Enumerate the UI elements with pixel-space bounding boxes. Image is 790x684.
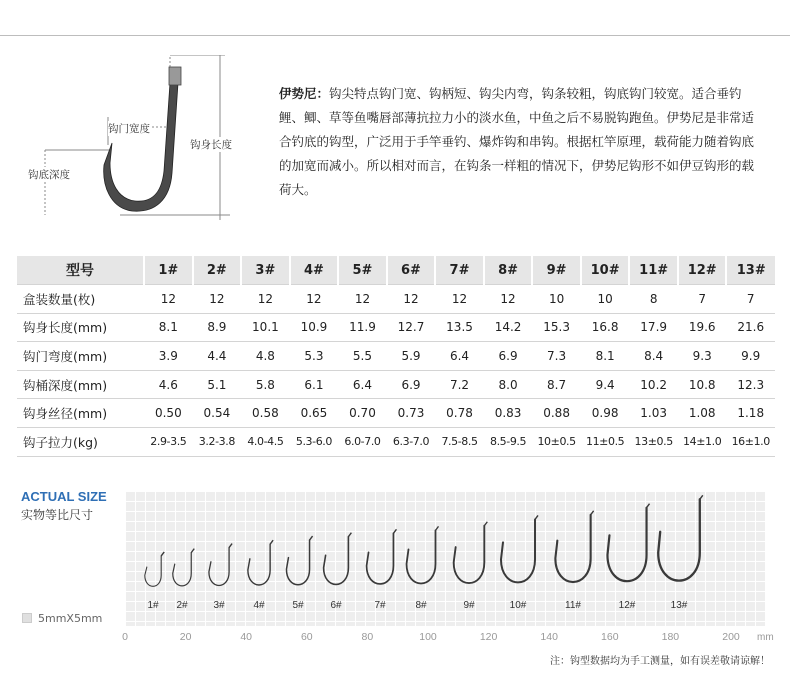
spec-cell: 4.4 [193, 342, 242, 371]
spec-cell: 14.2 [484, 313, 533, 342]
spec-cell: 12 [484, 285, 533, 314]
spec-cell: 5.5 [338, 342, 387, 371]
spec-cell: 10 [532, 285, 581, 314]
spec-cell: 4.0-4.5 [241, 428, 290, 457]
spec-cell: 4.8 [241, 342, 290, 371]
hook-size-label: 13# [670, 600, 688, 611]
spec-cell: 13.5 [435, 313, 484, 342]
spec-row-label: 钩身长度(mm) [17, 313, 144, 342]
hook-eye [270, 540, 273, 544]
axis-tick-label: 80 [361, 631, 374, 643]
actual-size-hook [145, 556, 161, 586]
spec-cell: 8.1 [581, 342, 630, 371]
spec-row-label: 钩子拉力(kg) [17, 428, 144, 457]
axis-tick-label: 60 [300, 631, 313, 643]
spec-cell: 10 [581, 285, 630, 314]
spec-cell: 5.3 [290, 342, 339, 371]
spec-header-label: 型号 [17, 256, 144, 285]
spec-cell: 21.6 [726, 313, 775, 342]
spec-cell: 3.9 [144, 342, 193, 371]
spec-cell: 6.3-7.0 [387, 428, 436, 457]
bottom-depth-label: 钩底深度 [28, 169, 70, 181]
axis-tick-label: 180 [661, 631, 680, 643]
actual-size-hook [209, 548, 229, 586]
spec-cell: 0.58 [241, 399, 290, 428]
spec-cell: 6.9 [484, 342, 533, 371]
hook-size-label: 3# [213, 600, 225, 611]
footnote: 注：钩型数据均为手工测量，如有误差敬请谅解！ [550, 656, 770, 667]
spec-cell: 11.9 [338, 313, 387, 342]
spec-cell: 12 [193, 285, 242, 314]
actual-size-hook [407, 530, 436, 583]
size-header: 9# [532, 256, 581, 285]
spec-cell: 10.9 [290, 313, 339, 342]
spec-cell: 8.0 [484, 370, 533, 399]
spec-cell: 12 [144, 285, 193, 314]
hook-eye [535, 515, 538, 519]
spec-cell: 5.1 [193, 370, 242, 399]
spec-cell: 12 [290, 285, 339, 314]
axis-tick-label: 40 [240, 631, 253, 643]
hook-type-name: 伊势尼： [279, 86, 330, 101]
spec-cell: 1.18 [726, 399, 775, 428]
spec-cell: 16.8 [581, 313, 630, 342]
axis-tick-label: 140 [540, 631, 558, 643]
hook-size-label: 7# [374, 600, 386, 611]
spec-row-label: 盒装数量(枚) [17, 285, 144, 314]
hook-eye [229, 544, 232, 548]
hook-eye [348, 533, 351, 537]
spec-row-label: 钩身丝径(mm) [17, 399, 144, 428]
spec-cell: 14±1.0 [678, 428, 727, 457]
actual-size-hook [501, 519, 535, 582]
spec-cell: 5.9 [387, 342, 436, 371]
hook-eye [700, 495, 703, 499]
spec-cell: 12 [387, 285, 436, 314]
spec-cell: 8.9 [193, 313, 242, 342]
axis-tick-label: 0 [122, 631, 128, 643]
spec-cell: 17.9 [629, 313, 678, 342]
spec-cell: 11±0.5 [581, 428, 630, 457]
spec-cell: 7.5-8.5 [435, 428, 484, 457]
hook-size-label: 2# [176, 600, 188, 611]
size-header: 5# [338, 256, 387, 285]
spec-row-label: 钩门弯度(mm) [17, 342, 144, 371]
spec-cell: 8 [629, 285, 678, 314]
hook-eye [191, 549, 194, 553]
spec-cell: 6.0-7.0 [338, 428, 387, 457]
actual-size-hook [173, 553, 191, 586]
spec-cell: 0.65 [290, 399, 339, 428]
axis-tick-label: 20 [179, 631, 192, 643]
size-header: 4# [290, 256, 339, 285]
size-header: 13# [726, 256, 775, 285]
spec-cell: 12.3 [726, 370, 775, 399]
size-header: 1# [144, 256, 193, 285]
spec-cell: 3.2-3.8 [193, 428, 242, 457]
spec-cell: 1.08 [678, 399, 727, 428]
actual-size-hook [454, 526, 485, 583]
hook-eye [647, 504, 650, 508]
size-header: 11# [629, 256, 678, 285]
spec-cell: 6.9 [387, 370, 436, 399]
hook-size-label: 5# [292, 600, 304, 611]
hook-size-label: 1# [147, 600, 159, 611]
size-header: 6# [387, 256, 436, 285]
size-header: 10# [581, 256, 630, 285]
spec-cell: 9.4 [581, 370, 630, 399]
actual-size-hook [248, 544, 270, 585]
hook-size-label: 12# [618, 600, 636, 611]
gap-width-label: 钩门宽度 [108, 123, 150, 135]
hook-size-label: 4# [253, 600, 265, 611]
spec-cell: 6.4 [435, 342, 484, 371]
actual-size-hook [367, 533, 394, 584]
spec-cell: 10±0.5 [532, 428, 581, 457]
scale-note-text: 5mmX5mm [38, 612, 103, 625]
actual-size-hook [555, 515, 590, 582]
actual-size-title: ACTUAL SIZE [21, 489, 107, 504]
hook-description-text: 钩尖特点钩门宽、钩柄短、钩尖内弯，钩条较粗，钩底钩门较宽。适合垂钓鲤、鲫、草等鱼嘴唇部薄抗拉力小的淡水鱼，中鱼之后不易脱钩跑鱼。伊势尼是非常适合钓底的钩型，广泛用于手竿垂钓、爆炸钩和串钩。根据杠竿原理，载荷能力随着钩底的加宽而减小。所以相对而言，在钩条一样粗的情况下，伊势尼钩形不如伊豆钩形的载荷大。 [279, 86, 755, 197]
spec-cell: 0.83 [484, 399, 533, 428]
hook-eye [393, 529, 396, 533]
actual-size-hook [607, 508, 646, 582]
spec-cell: 9.9 [726, 342, 775, 371]
spec-cell: 0.98 [581, 399, 630, 428]
spec-cell: 8.7 [532, 370, 581, 399]
scale-swatch [22, 613, 32, 623]
spec-cell: 7 [726, 285, 775, 314]
actual-size-hook [324, 537, 349, 585]
hook-eye [161, 552, 164, 556]
size-header: 3# [241, 256, 290, 285]
spec-cell: 10.1 [241, 313, 290, 342]
hook-eye [310, 536, 313, 540]
spec-cell: 10.2 [629, 370, 678, 399]
spec-cell: 0.73 [387, 399, 436, 428]
spec-cell: 9.3 [678, 342, 727, 371]
spec-cell: 0.88 [532, 399, 581, 428]
spec-cell: 1.03 [629, 399, 678, 428]
spec-cell: 0.50 [144, 399, 193, 428]
spec-cell: 6.1 [290, 370, 339, 399]
size-header: 7# [435, 256, 484, 285]
actual-size-hook [658, 499, 700, 580]
hook-eye [484, 522, 487, 526]
scale-note [22, 612, 102, 625]
spec-cell: 5.3-6.0 [290, 428, 339, 457]
spec-cell: 12.7 [387, 313, 436, 342]
size-header: 12# [678, 256, 727, 285]
hook-size-label: 9# [463, 600, 475, 611]
spec-cell: 2.9-3.5 [144, 428, 193, 457]
hook-size-label: 10# [509, 600, 527, 611]
spec-cell: 16±1.0 [726, 428, 775, 457]
axis-tick-label: 160 [601, 631, 619, 643]
axis-tick-label: 100 [419, 631, 437, 643]
size-header: 8# [484, 256, 533, 285]
spec-cell: 8.4 [629, 342, 678, 371]
spec-cell: 7 [678, 285, 727, 314]
spec-cell: 8.5-9.5 [484, 428, 533, 457]
spec-cell: 7.2 [435, 370, 484, 399]
hook-eye [591, 511, 594, 515]
spec-row-label: 钩桶深度(mm) [17, 370, 144, 399]
hook-size-label: 11# [565, 600, 581, 611]
spec-cell: 19.6 [678, 313, 727, 342]
size-header: 2# [193, 256, 242, 285]
spec-cell: 0.78 [435, 399, 484, 428]
spec-cell: 12 [338, 285, 387, 314]
spec-cell: 12 [435, 285, 484, 314]
spec-cell: 13±0.5 [629, 428, 678, 457]
spec-cell: 7.3 [532, 342, 581, 371]
spec-cell: 0.54 [193, 399, 242, 428]
spec-cell: 6.4 [338, 370, 387, 399]
actual-size-subtitle: 实物等比尺寸 [21, 508, 94, 522]
hook-eye [435, 526, 438, 530]
spec-cell: 8.1 [144, 313, 193, 342]
axis-unit: mm [757, 632, 774, 643]
spec-cell: 4.6 [144, 370, 193, 399]
spec-cell: 0.70 [338, 399, 387, 428]
actual-size-hook [286, 540, 309, 585]
spec-cell: 12 [241, 285, 290, 314]
shank-length-label: 钩身长度 [190, 139, 232, 151]
axis-tick-label: 120 [479, 631, 498, 643]
axis-tick-label: 200 [722, 631, 740, 643]
spec-cell: 15.3 [532, 313, 581, 342]
spec-cell: 10.8 [678, 370, 727, 399]
hook-size-label: 6# [330, 600, 342, 611]
spec-cell: 5.8 [241, 370, 290, 399]
hook-size-label: 8# [415, 600, 427, 611]
